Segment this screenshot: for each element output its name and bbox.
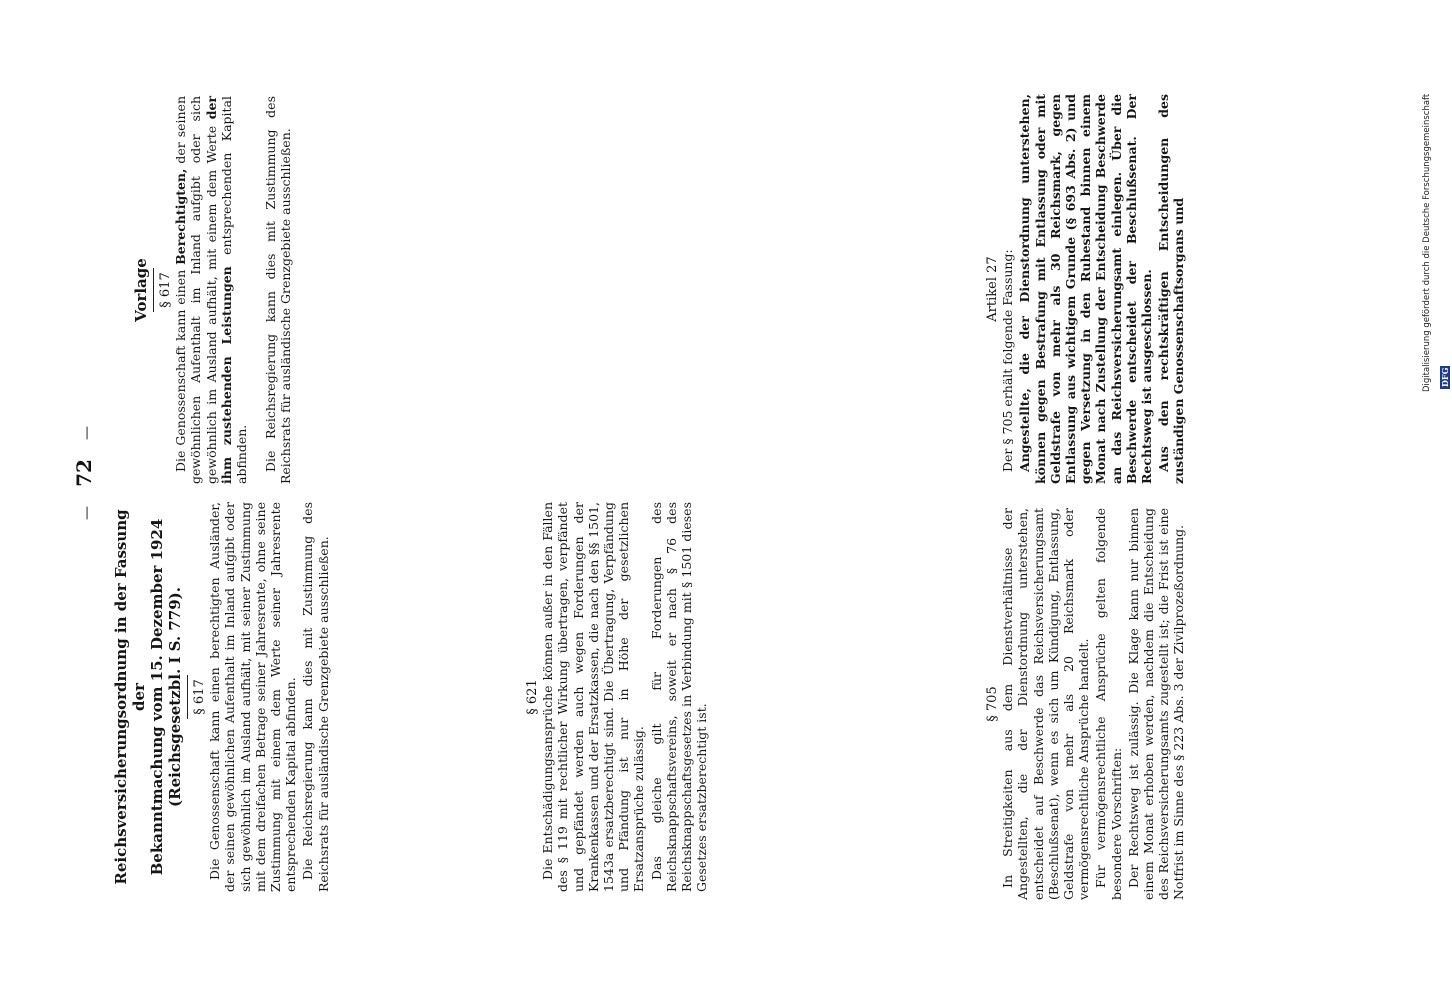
left-section-705 (985, 508, 1189, 900)
page-number: 72 (72, 459, 96, 487)
right-617-heading: § 617 (158, 272, 173, 308)
left-617-paragraph-1: Die Genossenschaft kann einen berechtigten Ausländer, der seinen gewöhnlichen Aufenthalt im Inland aufgibt oder sich gewöhnlich im Ausland aufhält, mit seiner Zustimmung mit dem dreifachen Betrage seiner Jahresrente, ohne seine Zustimmung mit einem dem Werte seiner Jahresrente entsprechenden Kapital abfinden. (207, 502, 299, 892)
header-dash-right: — (79, 425, 95, 440)
artikel-27-heading: Artikel 27 (985, 256, 1000, 322)
left-617-paragraph-2: Die Reichsregierung kann dies mit Zustimmung des Reichsrats für ausländische Grenzgebiete ausschließen. (300, 502, 331, 892)
right-617-bold-berechtigten: Berechtigten, (173, 168, 189, 265)
law-title-line3: (Reichsgesetzbl. I S. 779). (166, 587, 184, 807)
right-617-text-a: Die Genossenschaft kann einen (173, 264, 189, 472)
artikel-27-intro: Der § 705 erhält folgende Fassung: (1000, 249, 1016, 472)
dfg-logo: DFG (1440, 367, 1450, 387)
left-705-paragraph-3: Der Rechtsweg ist zulässig. Die Klage kann nur binnen einem Monat erhoben werden, nachdem die Entscheidung des Reichsversicherungsamts zugestellt ist; die Frist ist eine Notfrist im Sinne des § 223 Abs. 3 der Zivilprozeßordnung. (1125, 508, 1187, 900)
header-dash-left: — (79, 506, 95, 520)
left-section-617 (112, 502, 333, 892)
right-617-paragraph-1 (173, 96, 249, 484)
left-621-heading: § 621 (525, 679, 540, 715)
left-621-paragraph-1: Die Entschädigungsansprüche können außer in den Fällen des § 119 mit rechtlicher Wirkung übertragen, verpfändet und gepfändet werden auch wegen Forderungen der Krankenkassen und der Ersatzkassen, die nach den §§ 1501, 1543a ersatzberechtigt sind. Die Übertragung, Verpfändung und Pfändung ist nur in Höhe der gesetzlichen Ersatzansprüche zulässig. (540, 502, 647, 892)
law-title-line2: Bekanntmachung vom 15. Dezember 1924 (148, 518, 166, 876)
vorlage-rule (153, 268, 154, 312)
left-section-621 (525, 502, 711, 892)
artikel-27-paragraph-1: Angestellte, die der Dienstordnung unterstehen, können gegen Bestrafung mit Entlassung oder mit Geldstrafe von mehr als 30 Reichsmark, gegen Entlassung aus wichtigem Grunde (§ 693 Abs. 2) und gegen Versetzung in den Ruhestand binnen einem Monat nach Zustellung der Entscheidung Beschwerde an das Reichsversicherungsamt einlegen. Über die Beschwerde entscheidet der Beschlußsenat. Der Rechtsweg ist ausgeschlossen. (1017, 94, 1155, 484)
left-705-paragraph-1: In Streitigkeiten aus dem Dienstverhältnisse der Angestellten, die der Dienstordnung unterstehen, entscheidet auf Beschwerde das Reichsversicherungsamt (Beschlußsenat), wenn es sich um Kündigung, Entlassung, Geldstrafe von mehr als 20 Reichsmark oder vermögensrechtliche Ansprüche handelt. (1000, 508, 1092, 900)
right-617-text-b: der seinen gewöhnlichen Aufenthalt im Inland aufgibt oder sich gewöhnlich im Ausland aufhält, mit einem dem Werte (173, 96, 219, 484)
left-705-heading: § 705 (985, 686, 1000, 722)
right-617-bold-leistungen: der ihm zustehenden Leistungen (203, 96, 234, 484)
left-621-paragraph-2: Das gleiche gilt für Forderungen des Reichsknappschaftsvereins, soweit er nach § 76 des Reichsknappschaftsgesetzes in Verbindung mit § 1501 dieses Gesetzes ersatzberechtigt ist. (648, 502, 710, 892)
left-617-heading: § 617 (192, 679, 207, 715)
funding-note (1412, 8, 1450, 992)
page-header (72, 400, 98, 520)
funding-note-text: Digitalisierung gefördert durch die Deutsche Forschungsgemeinschaft (1422, 93, 1432, 392)
left-705-paragraph-2: Für vermögensrechtliche Ansprüche gelten folgende besondere Vorschriften: (1093, 508, 1124, 900)
vorlage-heading: Vorlage (132, 258, 150, 322)
title-rule (187, 675, 188, 719)
right-section-artikel-27 (985, 94, 1189, 484)
funding-note-rotated (1414, 94, 1452, 392)
right-617-text-c: entsprechenden Kapital abfinden. (218, 96, 250, 484)
artikel-27-paragraph-2: Aus den rechtskräftigen Entscheidungen des zuständigen Genossenschaftsorgans und (1156, 94, 1187, 484)
right-617-paragraph-2: Die Reichsregierung kann dies mit Zustimmung des Reichsrats für ausländische Grenzgebiete ausschließen. (263, 96, 294, 484)
right-section-617 (132, 96, 296, 484)
law-title-line1: Reichsversicherungsordnung in der Fassung der (112, 509, 148, 885)
